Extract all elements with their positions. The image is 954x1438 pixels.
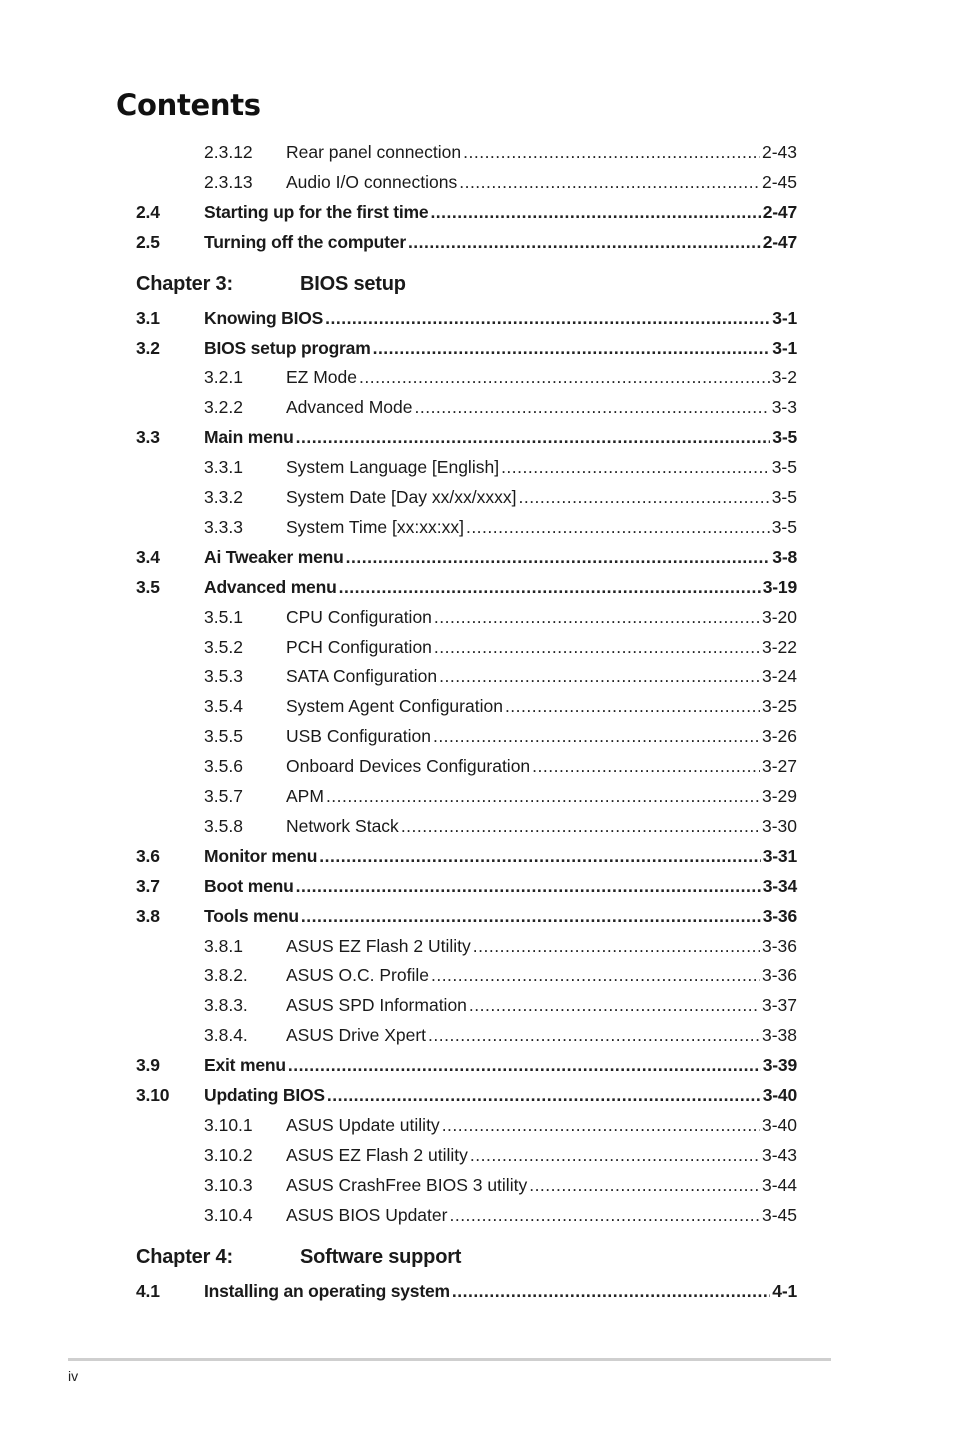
dot-leader — [529, 1173, 760, 1197]
entry-number: 3.5.3 — [204, 666, 243, 687]
entry-number: 3.9 — [136, 1055, 160, 1076]
dot-leader — [301, 904, 761, 928]
entry-number: 3.7 — [136, 875, 160, 896]
toc-subsection-entry[interactable] — [136, 963, 797, 987]
dot-leader — [452, 1279, 770, 1303]
entry-page-number: 3-39 — [762, 1055, 797, 1076]
entry-title: ASUS O.C. Profile — [286, 965, 429, 986]
dot-leader — [339, 575, 761, 599]
entry-page-number: 3-36 — [761, 935, 797, 956]
entry-number: 3.5.5 — [204, 726, 243, 747]
entry-number: 3.10.4 — [204, 1204, 253, 1225]
toc-subsection-entry[interactable] — [136, 515, 797, 539]
entry-title: PCH Configuration — [286, 636, 432, 657]
entry-title: Ai Tweaker menu — [204, 546, 344, 567]
entry-title: Knowing BIOS — [204, 307, 324, 328]
entry-number: 3.8.4. — [204, 1025, 248, 1046]
entry-page-number: 3-1 — [772, 337, 797, 358]
toc-section-entry[interactable] — [136, 1083, 797, 1107]
dot-leader — [505, 694, 760, 718]
entry-title: System Agent Configuration — [286, 696, 503, 717]
entry-title: ASUS EZ Flash 2 Utility — [286, 935, 471, 956]
entry-title: Installing an operating system — [204, 1280, 450, 1301]
toc-subsection-entry[interactable] — [136, 754, 797, 778]
entry-title: Main menu — [204, 427, 294, 448]
chapter-number: Chapter 4: — [136, 1245, 233, 1268]
entry-page-number: 3-34 — [762, 875, 797, 896]
entry-page-number: 3-30 — [761, 815, 797, 836]
entry-number: 2.3.12 — [204, 142, 253, 162]
entry-page-number: 2-43 — [761, 142, 797, 162]
entry-number: 3.8.3. — [204, 995, 248, 1016]
entry-title: Onboard Devices Configuration — [286, 756, 531, 777]
dot-leader — [325, 306, 770, 330]
toc-section-entry[interactable] — [136, 1053, 797, 1077]
dot-leader — [466, 515, 770, 539]
chapter-title: BIOS setup — [300, 272, 406, 295]
toc-section-entry[interactable] — [136, 904, 797, 928]
entry-title: Advanced menu — [204, 576, 337, 597]
dot-leader — [501, 455, 770, 479]
entry-title: CPU Configuration — [286, 606, 432, 627]
dot-leader — [408, 230, 761, 254]
entry-page-number: 3-2 — [771, 367, 797, 388]
page-title: Contents — [116, 88, 261, 122]
entry-page-number: 3-24 — [761, 666, 797, 687]
dot-leader — [327, 1083, 761, 1107]
entry-number: 3.3 — [136, 427, 160, 448]
toc-subsection-entry[interactable] — [136, 170, 797, 194]
toc-subsection-entry[interactable] — [136, 605, 797, 629]
dot-leader — [449, 1203, 760, 1227]
entry-title: ASUS Update utility — [286, 1114, 440, 1135]
dot-leader — [434, 605, 760, 629]
footer-page-number: iv — [68, 1368, 79, 1384]
entry-page-number: 3-19 — [762, 576, 797, 597]
toc-subsection-entry[interactable] — [136, 784, 797, 808]
toc-subsection-entry[interactable] — [136, 993, 797, 1017]
entry-title: Updating BIOS — [204, 1085, 325, 1105]
entry-number: 3.2.2 — [204, 397, 243, 418]
entry-title: ASUS BIOS Updater — [286, 1204, 448, 1225]
toc-section-entry[interactable] — [136, 545, 797, 569]
dot-leader — [470, 1143, 760, 1167]
entry-page-number: 3-31 — [762, 845, 797, 866]
entry-number: 3.6 — [136, 845, 160, 866]
chapter-title: Software support — [300, 1245, 462, 1268]
dot-leader — [439, 664, 760, 688]
dot-leader — [430, 200, 760, 224]
entry-number: 3.8 — [136, 905, 160, 926]
toc-chapter-heading — [136, 1243, 797, 1271]
entry-number: 3.5.7 — [204, 786, 243, 806]
entry-title: Rear panel connection — [286, 142, 462, 162]
entry-page-number: 3-5 — [772, 427, 797, 448]
entry-page-number: 3-25 — [761, 696, 797, 717]
entry-title: APM — [286, 786, 324, 806]
entry-page-number: 3-5 — [771, 516, 797, 537]
toc-subsection-entry[interactable] — [136, 1113, 797, 1137]
entry-page-number: 3-5 — [771, 487, 797, 507]
toc-subsection-entry[interactable] — [136, 1173, 797, 1197]
entry-number: 3.1 — [136, 307, 160, 328]
entry-title: Audio I/O connections — [286, 171, 458, 192]
toc-chapter-heading — [136, 270, 797, 298]
entry-title: System Time [xx:xx:xx] — [286, 516, 464, 537]
entry-page-number: 3-27 — [761, 756, 797, 777]
dot-leader — [442, 1113, 760, 1137]
entry-title: Exit menu — [204, 1055, 286, 1076]
entry-number: 3.3.3 — [204, 516, 243, 537]
entry-title: Starting up for the first time — [204, 201, 429, 222]
toc-section-entry[interactable] — [136, 336, 797, 360]
dot-leader — [459, 170, 760, 194]
toc-section-entry[interactable] — [136, 200, 797, 224]
entry-title: ASUS CrashFree BIOS 3 utility — [286, 1174, 528, 1195]
entry-number: 3.5.6 — [204, 756, 243, 777]
entry-page-number: 4-1 — [772, 1280, 797, 1301]
footer-divider — [68, 1358, 831, 1361]
entry-number: 2.3.13 — [204, 171, 253, 192]
entry-title: ASUS SPD Information — [286, 995, 467, 1016]
toc-section-entry[interactable] — [136, 575, 797, 599]
toc-section-entry[interactable] — [136, 425, 797, 449]
chapter-number: Chapter 3: — [136, 272, 233, 295]
toc-subsection-entry[interactable] — [136, 724, 797, 748]
dot-leader — [326, 784, 760, 808]
entry-title: System Date [Day xx/xx/xxxx] — [286, 487, 517, 507]
entry-number: 3.10.3 — [204, 1174, 253, 1195]
toc-subsection-entry[interactable] — [136, 1143, 797, 1167]
entry-page-number: 2-47 — [762, 201, 797, 222]
entry-page-number: 3-44 — [761, 1174, 797, 1195]
dot-leader — [428, 1023, 760, 1047]
dot-leader — [359, 365, 770, 389]
entry-number: 3.5 — [136, 576, 160, 597]
entry-title: USB Configuration — [286, 726, 431, 747]
toc-subsection-entry[interactable] — [136, 694, 797, 718]
entry-page-number: 3-36 — [762, 905, 797, 926]
dot-leader — [296, 874, 761, 898]
entry-number: 3.5.2 — [204, 636, 243, 657]
toc-section-entry[interactable] — [136, 306, 797, 330]
dot-leader — [433, 724, 760, 748]
toc-subsection-entry[interactable] — [136, 455, 797, 479]
dot-leader — [401, 814, 760, 838]
entry-number: 3.2.1 — [204, 367, 243, 388]
entry-number: 3.8.1 — [204, 935, 243, 956]
entry-number: 3.5.8 — [204, 815, 243, 836]
entry-page-number: 3-1 — [772, 307, 797, 328]
entry-title: SATA Configuration — [286, 666, 438, 687]
entry-page-number: 3-40 — [761, 1114, 797, 1135]
dot-leader — [518, 485, 769, 509]
dot-leader — [469, 993, 760, 1017]
toc-subsection-entry[interactable] — [136, 365, 797, 389]
entry-title: Turning off the computer — [204, 231, 406, 252]
dot-leader — [319, 844, 760, 868]
toc-subsection-entry[interactable] — [136, 395, 797, 419]
toc-subsection-entry[interactable] — [136, 485, 797, 509]
entry-page-number: 3-36 — [761, 965, 797, 986]
entry-page-number: 3-29 — [761, 786, 797, 806]
entry-page-number: 2-47 — [762, 231, 797, 252]
toc-subsection-entry[interactable] — [136, 934, 797, 958]
entry-title: Tools menu — [204, 905, 299, 926]
entry-number: 2.4 — [136, 201, 160, 222]
toc-subsection-entry[interactable] — [136, 1203, 797, 1227]
dot-leader — [434, 635, 760, 659]
entry-number: 3.10.2 — [204, 1144, 253, 1165]
entry-page-number: 3-3 — [771, 397, 797, 418]
entry-number: 3.4 — [136, 546, 160, 567]
dot-leader — [373, 336, 771, 360]
entry-page-number: 3-22 — [761, 636, 797, 657]
entry-number: 3.10.1 — [204, 1114, 253, 1135]
toc-section-entry[interactable] — [136, 874, 797, 898]
entry-title: System Language [English] — [286, 457, 500, 478]
entry-title: Boot menu — [204, 875, 294, 896]
dot-leader — [532, 754, 760, 778]
entry-number: 3.5.4 — [204, 696, 243, 717]
dot-leader — [346, 545, 771, 569]
dot-leader — [288, 1053, 761, 1077]
entry-page-number: 3-8 — [772, 546, 797, 567]
entry-page-number: 3-20 — [761, 606, 797, 627]
toc-subsection-entry[interactable] — [136, 635, 797, 659]
toc-subsection-entry[interactable] — [136, 814, 797, 838]
toc-subsection-entry[interactable] — [136, 140, 797, 164]
entry-page-number: 3-26 — [761, 726, 797, 747]
entry-page-number: 3-43 — [761, 1144, 797, 1165]
entry-number: 3.3.2 — [204, 487, 243, 507]
toc-subsection-entry[interactable] — [136, 1023, 797, 1047]
entry-title: ASUS EZ Flash 2 utility — [286, 1144, 468, 1165]
entry-number: 4.1 — [136, 1280, 160, 1301]
dot-leader — [463, 140, 760, 164]
entry-page-number: 3-40 — [762, 1085, 797, 1105]
toc-section-entry[interactable] — [136, 1279, 797, 1303]
entry-number: 3.3.1 — [204, 457, 243, 478]
entry-page-number: 3-45 — [761, 1204, 797, 1225]
entry-number: 2.5 — [136, 231, 160, 252]
entry-page-number: 3-37 — [761, 995, 797, 1016]
dot-leader — [431, 963, 760, 987]
entry-title: EZ Mode — [286, 367, 357, 388]
entry-title: ASUS Drive Xpert — [286, 1025, 427, 1046]
entry-page-number: 2-45 — [761, 171, 797, 192]
entry-number: 3.10 — [136, 1085, 170, 1105]
entry-title: Network Stack — [286, 815, 399, 836]
entry-number: 3.8.2. — [204, 965, 248, 986]
dot-leader — [296, 425, 771, 449]
entry-number: 3.5.1 — [204, 606, 243, 627]
entry-page-number: 3-38 — [761, 1025, 797, 1046]
entry-page-number: 3-5 — [771, 457, 797, 478]
toc-section-entry[interactable] — [136, 844, 797, 868]
entry-title: BIOS setup program — [204, 337, 371, 358]
toc-section-entry[interactable] — [136, 230, 797, 254]
toc-subsection-entry[interactable] — [136, 664, 797, 688]
dot-leader — [414, 395, 769, 419]
entry-title: Advanced Mode — [286, 397, 413, 418]
entry-title: Monitor menu — [204, 845, 318, 866]
entry-number: 3.2 — [136, 337, 160, 358]
dot-leader — [473, 934, 760, 958]
